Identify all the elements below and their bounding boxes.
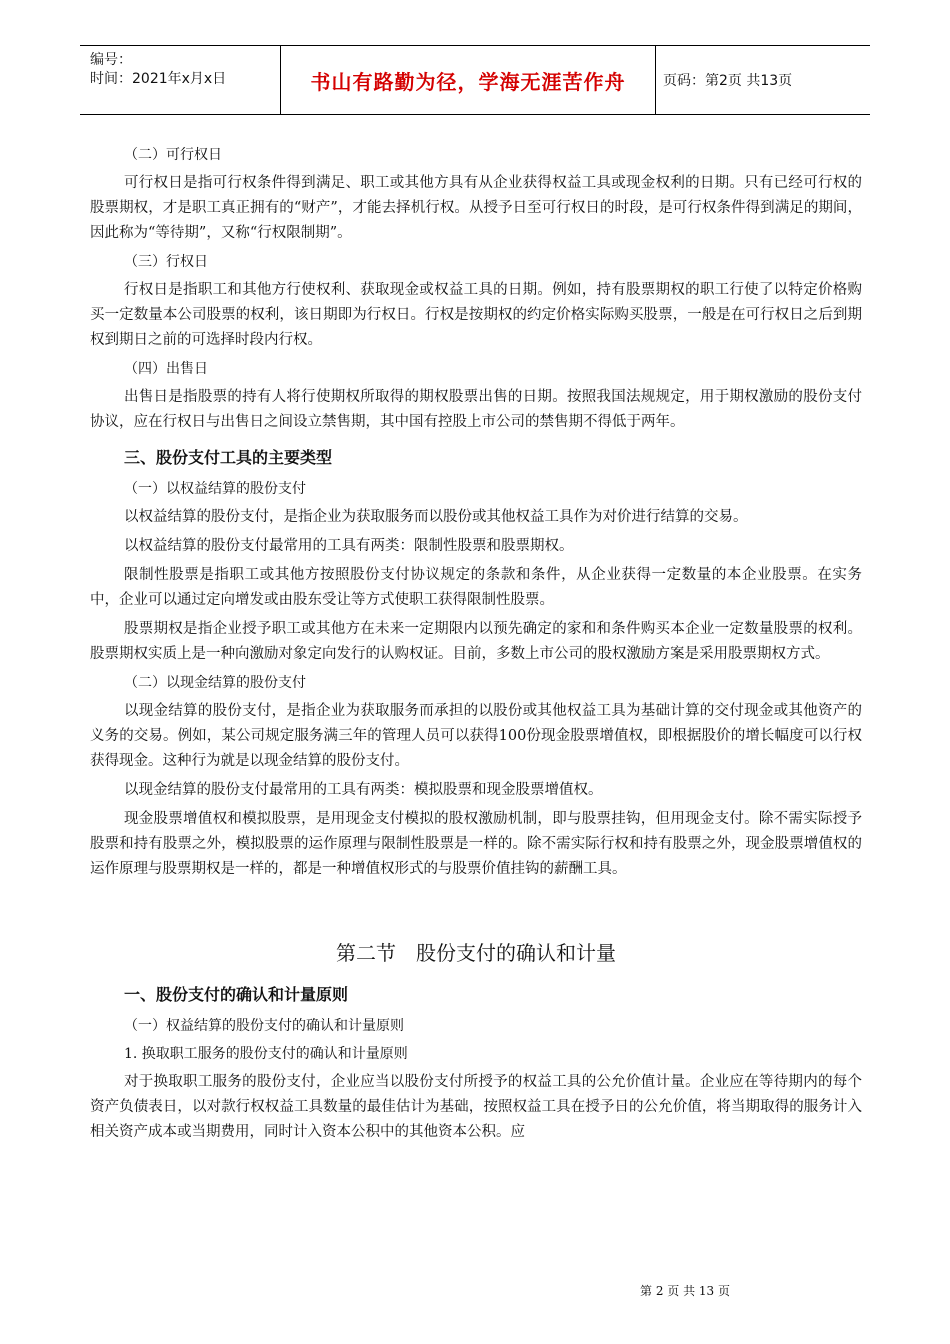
paragraph: 以现金结算的股份支付最常用的工具有两类：模拟股票和现金股票增值权。 (124, 782, 603, 798)
header-meta (90, 51, 280, 89)
subsection-heading: （二）以现金结算的股份支付 (124, 675, 306, 691)
document-date: 时间：2021年x月x日 (90, 71, 227, 87)
paragraph: 限制性股票是指职工或其他方按照股份支付协议规定的条款和条件，从企业获得一定数量的本企业股票。在实务中，企业可以通过定向增发或由股东受让等方式使职工获得限制性股票。 (90, 567, 862, 608)
subsection-heading: 1. 换取职工服务的股份支付的确认和计量原则 (124, 1046, 408, 1062)
subsection-heading: （四）出售日 (124, 361, 208, 377)
footer-page-number: 第 2 页 共 13 页 (640, 1284, 730, 1298)
subsection-heading: （二）可行权日 (124, 147, 222, 163)
paragraph: 以现金结算的股份支付，是指企业为获取服务而承担的以股份或其他权益工具为基础计算的交付现金或其他资产的义务的交易。例如，某公司规定服务满三年的管理人员可以获得100份现金股票增值权，即根据股价的增长幅度可以行权获得现金。这种行为就是以现金结算的股份支付。 (90, 703, 862, 769)
paragraph: 以权益结算的股份支付最常用的工具有两类：限制性股票和股票期权。 (124, 538, 574, 554)
section-heading: 三、股份支付工具的主要类型 (124, 448, 333, 467)
subsection-heading: （一）权益结算的股份支付的确认和计量原则 (124, 1018, 404, 1034)
document-body (90, 143, 862, 1149)
chapter-title: 第二节 股份支付的确认和计量 (336, 941, 616, 965)
paragraph: 现金股票增值权和模拟股票，是用现金支付模拟的股权激励机制，即与股票挂钩，但用现金支付。除不需实际授予股票和持有股票之外，模拟股票的运作原理与限制性股票是一样的。除不需实际行权和持有股票之外，现金股票增值权的运作原理与股票期权是一样的，都是一种增值权形式的与股票价值挂钩的薪酬工具。 (90, 811, 862, 877)
document-number-label: 编号： (90, 52, 132, 68)
page-header (80, 45, 870, 115)
subsection-heading: （一）以权益结算的股份支付 (124, 481, 306, 497)
header-divider (655, 46, 656, 114)
paragraph: 股票期权是指企业授予职工或其他方在未来一定期限内以预先确定的家和和条件购买本企业一定数量股票的权利。股票期权实质上是一种向激励对象定向发行的认购权证。目前，多数上市公司的股权激励方案是采用股票期权方式。 (90, 621, 862, 662)
paragraph: 行权日是指职工和其他方行使权利、获取现金或权益工具的日期。例如，持有股票期权的职工行使了以特定价格购买一定数量本公司股票的权利，该日期即为行权日。行权是按期权的约定价格实际购买股票，一般是在可行权日之后到期权到期日之前的可选择时段内行权。 (90, 282, 862, 348)
header-motto: 书山有路勤为径，学海无涯苦作舟 (310, 69, 626, 94)
header-page-info: 页码：第2页 共13页 (663, 73, 793, 89)
paragraph: 对于换取职工服务的股份支付，企业应当以股份支付所授予的权益工具的公允价值计量。企业应在等待期内的每个资产负债表日，以对款行权权益工具数量的最佳估计为基础，按照权益工具在授予日的公允价值，将当期取得的服务计入相关资产成本或当期费用，同时计入资本公积中的其他资本公积。应 (90, 1074, 862, 1140)
paragraph: 以权益结算的股份支付，是指企业为获取服务而以股份或其他权益工具作为对价进行结算的交易。 (124, 509, 748, 525)
subsection-heading: （三）行权日 (124, 254, 208, 270)
section-heading: 一、股份支付的确认和计量原则 (124, 985, 349, 1004)
paragraph: 可行权日是指可行权条件得到满足、职工或其他方具有从企业获得权益工具或现金权利的日期。只有已经可行权的股票期权，才是职工真正拥有的“财产”，才能去择机行权。从授予日至可行权日的时段，是可行权条件得到满足的期间，因此称为“等待期”，又称“行权限制期”。 (90, 175, 862, 241)
paragraph: 出售日是指股票的持有人将行使期权所取得的期权股票出售的日期。按照我国法规规定，用于期权激励的股份支付协议，应在行权日与出售日之间设立禁售期，其中国有控股上市公司的禁售期不得低于两年。 (90, 389, 862, 430)
